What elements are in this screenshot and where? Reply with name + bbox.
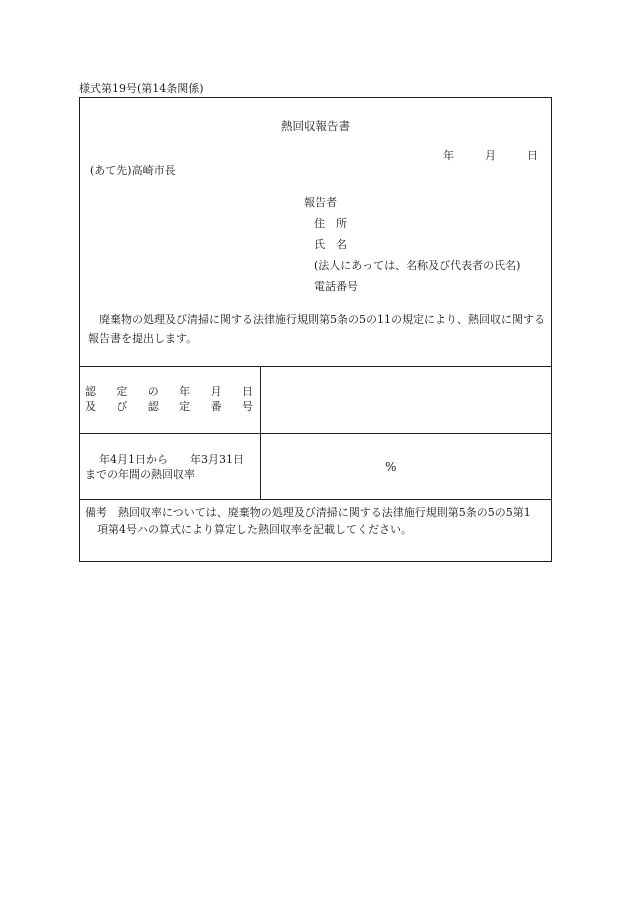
table-column-divider [260, 366, 261, 499]
cert-label-char: 及 [85, 400, 96, 413]
cert-label-char: 定 [179, 400, 191, 413]
date-day: 日 [527, 149, 538, 162]
cert-label-char: 年 [179, 385, 191, 398]
cert-label-char: 定 [116, 385, 128, 398]
cert-label-line1 [85, 384, 253, 399]
period-end: 年3月31日 [190, 453, 244, 466]
remarks-line1: 備考 熱回収率については、廃棄物の処理及び清掃に関する法律施行規則第5条の5の5第1 [85, 506, 531, 519]
cert-label-char: び [116, 400, 128, 413]
form-title: 熱回収報告書 [281, 119, 350, 133]
cert-label-char: 月 [210, 385, 222, 398]
date-month: 月 [485, 149, 496, 162]
cert-label-line2 [85, 399, 253, 414]
date-line [443, 147, 538, 163]
period-start: 年4月1日から [99, 453, 168, 466]
body-statement: 廃棄物の処理及び清掃に関する法律施行規則第5条の5の11の規定により、熱回収に関する報告書を提出します。 [88, 313, 545, 345]
cert-label-char: の [147, 385, 159, 398]
recovery-rate-label [85, 452, 244, 482]
cert-label-char: 認 [147, 400, 159, 413]
table-divider-3 [80, 499, 551, 500]
cert-label-char: 号 [241, 400, 253, 413]
period-line2: までの年間の熱回収率 [85, 468, 195, 481]
reporter-heading: 報告者 [304, 196, 337, 209]
reporter-name-label: 氏 名 [314, 238, 347, 251]
table-divider-1 [80, 366, 551, 367]
reporter-address-label: 住 所 [314, 217, 347, 230]
remarks-line2: 項第4号ハの算式により算定した熱回収率を記載してください。 [97, 523, 412, 536]
reporter-phone-label: 電話番号 [314, 280, 358, 293]
cert-label-char: 認 [85, 385, 96, 398]
form-number: 様式第19号(第14条関係) [79, 82, 204, 95]
cert-label-char: 番 [210, 400, 222, 413]
table-divider-2 [80, 433, 551, 434]
remarks [85, 504, 549, 538]
report-form [79, 97, 552, 562]
date-year: 年 [443, 149, 454, 162]
addressee: (あて先)高崎市長 [90, 164, 176, 177]
reporter-corp-note: (法人にあっては、名称及び代表者の氏名) [314, 259, 521, 272]
cert-date-label [85, 384, 253, 414]
cert-label-char: 日 [241, 385, 253, 398]
percent-unit: % [385, 460, 397, 474]
